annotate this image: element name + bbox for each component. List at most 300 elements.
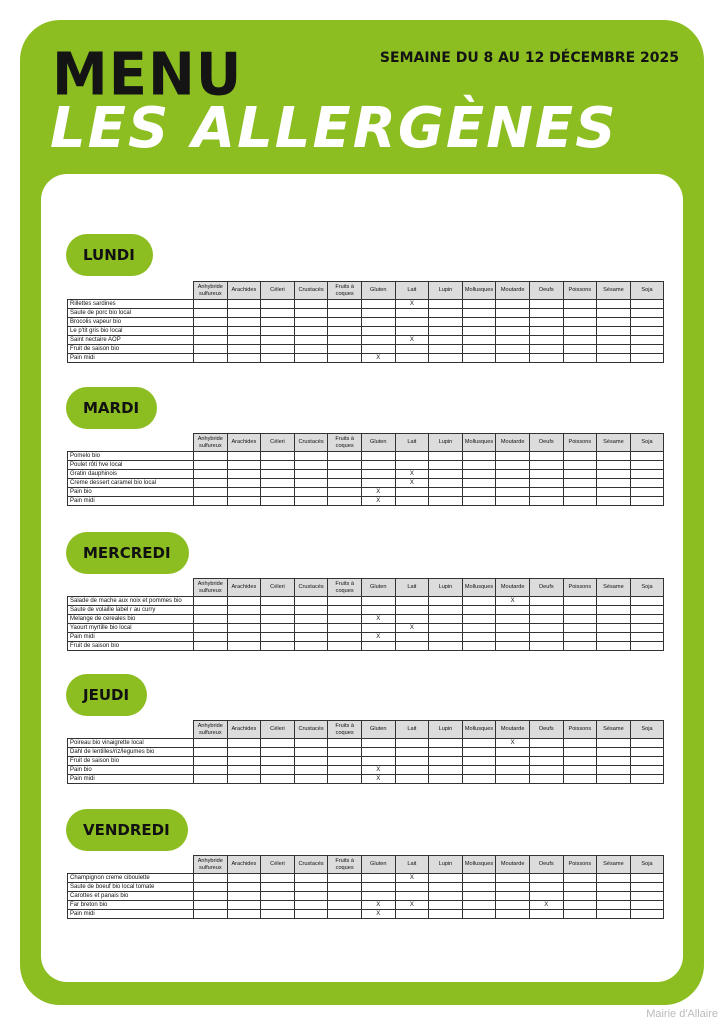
allergen-mark-cell	[563, 901, 597, 910]
allergen-column-header: Céleri	[261, 434, 295, 452]
allergen-mark-cell	[597, 892, 631, 901]
allergen-mark-cell	[529, 497, 563, 506]
allergen-mark-cell	[496, 883, 530, 892]
allergen-mark-cell	[261, 345, 295, 354]
allergen-table-mercredi	[67, 578, 664, 651]
table-row	[68, 883, 664, 892]
allergen-mark-cell: X	[395, 479, 429, 488]
allergen-mark-cell	[529, 615, 563, 624]
dish-name-cell: Rillettes sardines	[68, 300, 194, 309]
allergen-mark-cell	[194, 766, 228, 775]
allergen-mark-cell	[261, 883, 295, 892]
allergen-mark-cell	[597, 775, 631, 784]
allergen-mark-cell	[630, 606, 664, 615]
allergen-mark-cell	[429, 318, 463, 327]
allergen-mark-cell	[395, 597, 429, 606]
allergen-mark-cell	[429, 327, 463, 336]
allergen-mark-cell	[462, 775, 496, 784]
allergen-mark-cell	[227, 775, 261, 784]
allergen-mark-cell	[294, 748, 328, 757]
allergen-column-header: Gluten	[361, 721, 395, 739]
table-header-row	[68, 721, 664, 739]
allergen-mark-cell	[294, 883, 328, 892]
allergen-mark-cell	[395, 309, 429, 318]
allergen-mark-cell	[227, 318, 261, 327]
allergen-mark-cell	[429, 766, 463, 775]
allergen-mark-cell	[328, 497, 362, 506]
allergen-mark-cell	[563, 327, 597, 336]
allergen-mark-cell: X	[395, 470, 429, 479]
allergen-mark-cell	[261, 309, 295, 318]
allergen-mark-cell	[294, 910, 328, 919]
allergen-table-mardi	[67, 433, 664, 506]
allergen-mark-cell	[429, 354, 463, 363]
dish-name-cell: Brocolis vapeur bio	[68, 318, 194, 327]
allergen-mark-cell	[261, 901, 295, 910]
allergen-mark-cell	[194, 345, 228, 354]
allergen-mark-cell	[630, 479, 664, 488]
table-row	[68, 336, 664, 345]
allergen-mark-cell	[630, 883, 664, 892]
allergen-mark-cell	[529, 300, 563, 309]
allergen-column-header: Poissons	[563, 721, 597, 739]
allergen-mark-cell	[261, 766, 295, 775]
allergen-mark-cell	[597, 461, 631, 470]
table-row	[68, 497, 664, 506]
allergen-mark-cell	[429, 452, 463, 461]
allergen-mark-cell	[496, 775, 530, 784]
allergen-column-header: Lait	[395, 434, 429, 452]
allergen-mark-cell	[361, 748, 395, 757]
allergen-mark-cell	[328, 488, 362, 497]
allergen-column-header: Poissons	[563, 282, 597, 300]
allergen-mark-cell	[462, 488, 496, 497]
dish-name-cell: Gratin dauphinois	[68, 470, 194, 479]
day-pill-mardi: MARDI	[66, 387, 157, 429]
table-row	[68, 901, 664, 910]
header-blank-cell	[68, 434, 194, 452]
allergen-mark-cell	[395, 354, 429, 363]
allergen-mark-cell	[328, 318, 362, 327]
allergen-mark-cell	[328, 624, 362, 633]
allergen-mark-cell	[361, 624, 395, 633]
allergen-column-header: Gluten	[361, 579, 395, 597]
dish-name-cell: Pomelo bio	[68, 452, 194, 461]
allergen-mark-cell	[496, 757, 530, 766]
allergen-column-header: Céleri	[261, 856, 295, 874]
allergen-mark-cell	[496, 488, 530, 497]
allergen-mark-cell	[261, 452, 295, 461]
allergen-column-header: Céleri	[261, 721, 295, 739]
allergen-mark-cell	[361, 327, 395, 336]
allergen-mark-cell	[597, 309, 631, 318]
allergen-mark-cell	[496, 461, 530, 470]
allergen-mark-cell	[294, 901, 328, 910]
allergen-mark-cell	[462, 766, 496, 775]
allergen-mark-cell	[429, 775, 463, 784]
allergen-mark-cell	[395, 775, 429, 784]
allergen-mark-cell	[563, 461, 597, 470]
allergen-mark-cell: X	[361, 633, 395, 642]
allergen-column-header: Soja	[630, 579, 664, 597]
allergen-mark-cell	[563, 488, 597, 497]
allergen-mark-cell	[462, 883, 496, 892]
allergen-mark-cell	[227, 300, 261, 309]
allergen-mark-cell	[194, 336, 228, 345]
allergen-column-header: Arachides	[227, 434, 261, 452]
allergen-mark-cell	[429, 883, 463, 892]
allergen-mark-cell	[462, 901, 496, 910]
allergen-mark-cell	[529, 354, 563, 363]
allergen-mark-cell	[194, 606, 228, 615]
allergen-mark-cell	[496, 318, 530, 327]
allergen-mark-cell	[529, 606, 563, 615]
allergen-column-header: Fruits à coques	[328, 282, 362, 300]
allergen-mark-cell	[395, 739, 429, 748]
allergen-mark-cell: X	[395, 874, 429, 883]
allergen-column-header: Lait	[395, 721, 429, 739]
allergen-mark-cell	[429, 615, 463, 624]
allergen-mark-cell	[328, 739, 362, 748]
allergen-table-jeudi	[67, 720, 664, 784]
dish-name-cell: Saute de porc bio local	[68, 309, 194, 318]
table-row	[68, 775, 664, 784]
allergen-mark-cell	[462, 757, 496, 766]
allergen-mark-cell	[261, 624, 295, 633]
allergen-mark-cell	[462, 739, 496, 748]
allergen-mark-cell	[462, 300, 496, 309]
allergen-column-header: Poissons	[563, 434, 597, 452]
allergen-mark-cell	[529, 488, 563, 497]
allergen-mark-cell	[261, 892, 295, 901]
allergen-mark-cell: X	[361, 354, 395, 363]
allergen-mark-cell	[261, 354, 295, 363]
allergen-mark-cell	[496, 633, 530, 642]
allergen-mark-cell	[294, 470, 328, 479]
allergen-mark-cell	[429, 461, 463, 470]
allergen-column-header: Sésame	[597, 579, 631, 597]
allergen-mark-cell	[597, 910, 631, 919]
allergen-mark-cell	[227, 452, 261, 461]
dish-name-cell: Pain midi	[68, 910, 194, 919]
allergen-mark-cell	[529, 624, 563, 633]
allergen-mark-cell	[496, 497, 530, 506]
allergen-column-header: Anhybride sulfureux	[194, 434, 228, 452]
allergen-mark-cell	[529, 597, 563, 606]
allergen-mark-cell	[294, 615, 328, 624]
allergen-mark-cell	[496, 300, 530, 309]
allergen-column-header: Arachides	[227, 282, 261, 300]
allergen-mark-cell: X	[361, 901, 395, 910]
allergen-mark-cell	[328, 606, 362, 615]
allergen-mark-cell	[597, 748, 631, 757]
day-pill-jeudi: JEUDI	[66, 674, 147, 716]
allergen-mark-cell	[361, 452, 395, 461]
dish-name-cell: Fruit de saison bio	[68, 757, 194, 766]
allergen-mark-cell	[597, 470, 631, 479]
allergen-mark-cell	[630, 345, 664, 354]
allergen-column-header: Gluten	[361, 856, 395, 874]
dish-name-cell: Saute de boeuf bio local tomate	[68, 883, 194, 892]
allergen-mark-cell	[529, 452, 563, 461]
allergen-mark-cell	[563, 479, 597, 488]
allergen-mark-cell	[563, 606, 597, 615]
allergen-mark-cell	[361, 309, 395, 318]
allergen-mark-cell	[328, 892, 362, 901]
allergen-mark-cell	[328, 901, 362, 910]
allergen-mark-cell	[261, 606, 295, 615]
allergen-mark-cell	[597, 318, 631, 327]
allergen-column-header: Poissons	[563, 579, 597, 597]
allergen-mark-cell	[194, 327, 228, 336]
allergen-mark-cell	[630, 892, 664, 901]
allergen-mark-cell	[294, 642, 328, 651]
allergen-column-header: Lait	[395, 856, 429, 874]
allergen-mark-cell	[294, 327, 328, 336]
allergen-mark-cell	[227, 748, 261, 757]
table-row	[68, 345, 664, 354]
allergen-mark-cell	[630, 309, 664, 318]
allergen-mark-cell	[361, 606, 395, 615]
allergen-mark-cell	[194, 739, 228, 748]
allergen-column-header: Moutarde	[496, 856, 530, 874]
allergen-mark-cell	[462, 479, 496, 488]
allergen-mark-cell	[462, 597, 496, 606]
allergen-mark-cell	[227, 624, 261, 633]
allergen-column-header: Oeufs	[529, 856, 563, 874]
allergen-mark-cell	[529, 470, 563, 479]
allergen-mark-cell	[261, 327, 295, 336]
allergen-mark-cell	[361, 318, 395, 327]
dish-name-cell: Creme dessert caramel bio local	[68, 479, 194, 488]
allergen-mark-cell	[227, 892, 261, 901]
allergen-mark-cell	[227, 883, 261, 892]
allergen-column-header: Crustacés	[294, 856, 328, 874]
allergen-column-header: Crustacés	[294, 434, 328, 452]
allergen-mark-cell: X	[395, 300, 429, 309]
allergen-column-header: Lait	[395, 579, 429, 597]
table-row	[68, 300, 664, 309]
allergen-mark-cell	[261, 874, 295, 883]
allergen-mark-cell	[194, 497, 228, 506]
dish-name-cell: Saute de volaille label r au curry	[68, 606, 194, 615]
table-row	[68, 488, 664, 497]
allergen-mark-cell	[328, 642, 362, 651]
allergen-mark-cell	[361, 300, 395, 309]
allergen-column-header: Gluten	[361, 434, 395, 452]
dish-name-cell: Pain midi	[68, 633, 194, 642]
allergen-mark-cell	[630, 901, 664, 910]
allergen-mark-cell	[597, 642, 631, 651]
allergen-mark-cell	[529, 748, 563, 757]
allergen-mark-cell	[529, 892, 563, 901]
allergen-mark-cell: X	[361, 775, 395, 784]
allergen-mark-cell	[194, 452, 228, 461]
allergen-mark-cell	[194, 748, 228, 757]
header-blank-cell	[68, 579, 194, 597]
allergen-mark-cell	[529, 461, 563, 470]
allergen-mark-cell	[496, 309, 530, 318]
allergen-mark-cell	[429, 739, 463, 748]
allergen-mark-cell	[563, 757, 597, 766]
allergen-column-header: Soja	[630, 856, 664, 874]
allergen-mark-cell	[328, 910, 362, 919]
allergen-mark-cell	[261, 479, 295, 488]
allergen-mark-cell	[194, 642, 228, 651]
allergen-mark-cell	[194, 488, 228, 497]
dish-name-cell: Fruit de saison bio	[68, 345, 194, 354]
allergen-mark-cell	[630, 615, 664, 624]
table-row	[68, 597, 664, 606]
allergen-mark-cell	[328, 327, 362, 336]
table-row	[68, 748, 664, 757]
allergen-mark-cell	[563, 892, 597, 901]
allergen-mark-cell	[395, 606, 429, 615]
allergen-mark-cell	[563, 615, 597, 624]
allergen-mark-cell	[630, 597, 664, 606]
table-row	[68, 892, 664, 901]
allergen-mark-cell	[361, 892, 395, 901]
allergen-mark-cell	[496, 892, 530, 901]
allergen-mark-cell	[294, 354, 328, 363]
dish-name-cell: Pain midi	[68, 354, 194, 363]
allergen-column-header: Mollusques	[462, 856, 496, 874]
allergen-mark-cell	[597, 336, 631, 345]
allergen-column-header: Moutarde	[496, 434, 530, 452]
allergen-mark-cell	[194, 300, 228, 309]
table-row	[68, 354, 664, 363]
allergen-mark-cell	[462, 309, 496, 318]
allergen-mark-cell	[227, 488, 261, 497]
allergen-mark-cell	[529, 327, 563, 336]
allergen-mark-cell	[529, 318, 563, 327]
allergen-column-header: Sésame	[597, 721, 631, 739]
allergen-mark-cell	[496, 642, 530, 651]
allergen-mark-cell	[294, 624, 328, 633]
allergen-mark-cell	[227, 642, 261, 651]
header-blank-cell	[68, 856, 194, 874]
allergen-mark-cell	[429, 901, 463, 910]
allergen-mark-cell	[429, 597, 463, 606]
allergen-mark-cell	[630, 354, 664, 363]
allergen-mark-cell	[429, 479, 463, 488]
allergen-mark-cell	[261, 488, 295, 497]
allergen-column-header: Lupin	[429, 856, 463, 874]
allergen-mark-cell	[227, 874, 261, 883]
allergen-mark-cell	[227, 739, 261, 748]
allergen-column-header: Mollusques	[462, 434, 496, 452]
allergen-mark-cell	[529, 757, 563, 766]
allergen-mark-cell	[261, 497, 295, 506]
allergen-mark-cell	[294, 757, 328, 766]
allergen-mark-cell	[261, 642, 295, 651]
allergen-mark-cell	[429, 300, 463, 309]
allergen-mark-cell	[496, 874, 530, 883]
allergen-mark-cell	[261, 633, 295, 642]
dish-name-cell: Carottes et panais bio	[68, 892, 194, 901]
allergen-mark-cell	[563, 336, 597, 345]
allergen-mark-cell	[294, 874, 328, 883]
allergen-column-header: Mollusques	[462, 282, 496, 300]
allergen-mark-cell	[597, 497, 631, 506]
allergen-mark-cell	[529, 336, 563, 345]
allergen-mark-cell	[630, 470, 664, 479]
allergen-mark-cell	[328, 461, 362, 470]
allergen-mark-cell	[597, 883, 631, 892]
allergen-mark-cell	[429, 748, 463, 757]
allergen-mark-cell	[194, 892, 228, 901]
allergen-mark-cell	[529, 633, 563, 642]
allergen-mark-cell	[294, 766, 328, 775]
allergen-table-vendredi	[67, 855, 664, 919]
table-row	[68, 452, 664, 461]
allergen-mark-cell	[462, 874, 496, 883]
table-row	[68, 766, 664, 775]
allergen-column-header: Soja	[630, 282, 664, 300]
allergen-mark-cell	[194, 597, 228, 606]
allergen-mark-cell	[328, 748, 362, 757]
allergen-mark-cell	[395, 327, 429, 336]
allergen-mark-cell	[328, 336, 362, 345]
dish-name-cell: Far breton bio	[68, 901, 194, 910]
allergen-mark-cell	[395, 497, 429, 506]
allergen-column-header: Anhybride sulfureux	[194, 282, 228, 300]
allergen-mark-cell	[597, 452, 631, 461]
allergen-mark-cell	[597, 766, 631, 775]
dish-name-cell: Poireau bio vinaigrette local	[68, 739, 194, 748]
allergen-mark-cell	[294, 479, 328, 488]
allergen-mark-cell	[194, 624, 228, 633]
allergen-column-header: Anhybride sulfureux	[194, 721, 228, 739]
allergen-mark-cell	[630, 633, 664, 642]
allergen-mark-cell	[328, 766, 362, 775]
allergen-mark-cell	[529, 883, 563, 892]
allergen-mark-cell	[563, 883, 597, 892]
allergen-mark-cell	[529, 479, 563, 488]
allergen-column-header: Arachides	[227, 721, 261, 739]
allergen-mark-cell	[294, 497, 328, 506]
allergen-mark-cell	[361, 479, 395, 488]
allergen-mark-cell	[563, 497, 597, 506]
allergen-mark-cell	[429, 497, 463, 506]
allergen-mark-cell	[395, 883, 429, 892]
allergen-mark-cell	[630, 318, 664, 327]
dish-name-cell: Salade de mache aux noix et pommes bio	[68, 597, 194, 606]
table-row	[68, 642, 664, 651]
allergen-mark-cell	[597, 354, 631, 363]
allergen-mark-cell	[227, 336, 261, 345]
table-header-row	[68, 579, 664, 597]
allergen-mark-cell	[597, 479, 631, 488]
header-blank-cell	[68, 721, 194, 739]
allergen-mark-cell	[194, 354, 228, 363]
allergen-mark-cell	[294, 452, 328, 461]
allergen-mark-cell	[429, 910, 463, 919]
allergen-mark-cell	[630, 300, 664, 309]
allergen-mark-cell	[597, 633, 631, 642]
dish-name-cell: Pain bio	[68, 766, 194, 775]
table-row	[68, 461, 664, 470]
dish-name-cell: Pain bio	[68, 488, 194, 497]
table-header-row	[68, 282, 664, 300]
allergen-mark-cell	[630, 336, 664, 345]
allergen-mark-cell	[361, 336, 395, 345]
allergen-mark-cell	[294, 318, 328, 327]
allergen-mark-cell	[563, 766, 597, 775]
allergen-mark-cell	[261, 739, 295, 748]
allergen-mark-cell	[328, 633, 362, 642]
allergen-mark-cell	[563, 300, 597, 309]
